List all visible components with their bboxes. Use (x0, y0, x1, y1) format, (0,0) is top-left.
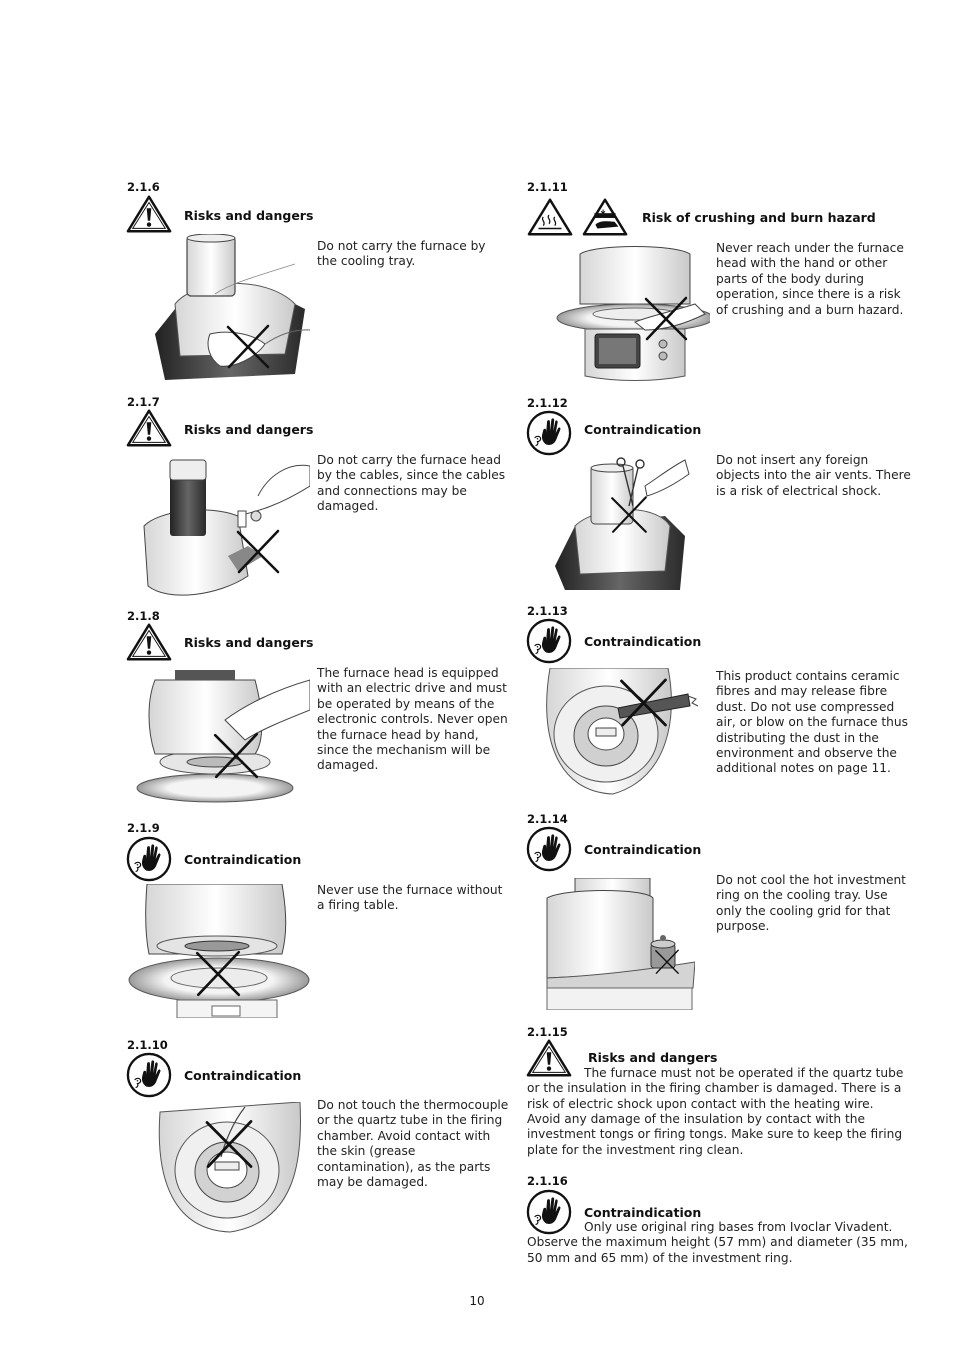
stop-hand-icon (526, 410, 572, 456)
section-heading: Risks and dangers (184, 208, 314, 223)
section-text: Do not carry the furnace head by the cables, since the cables and connections may be damaged. (317, 453, 506, 514)
stop-hand-icon (526, 826, 572, 872)
warning-icon (126, 622, 172, 662)
section-text: Do not touch the thermocouple or the quartz tube in the firing chamber. Avoid contact with the skin (grease contamination), as the parts may be damaged. (317, 1098, 509, 1190)
furnace-without-firing-table-figure (127, 884, 310, 1018)
section-text-continued: Avoid any damage of the insulation by contact with the investment tongs or firing tongs. Make sure to keep the firing plate for the investment ring clean. (527, 1112, 903, 1157)
section-text: Do not insert any foreign objects into the air vents. There is a risk of electrical shock. (716, 453, 911, 498)
section-number: 2.1.6 (127, 180, 160, 194)
section-heading: Contraindication (584, 634, 702, 649)
section-number: 2.1.15 (527, 1025, 568, 1039)
section-number: 2.1.14 (527, 812, 568, 826)
section-number: 2.1.8 (127, 609, 160, 623)
section-text: The furnace must not be operated if the quartz tube or the insulation in the firing chamber is damaged. There is a risk of electric shock upon contact with the heating wire. (527, 1066, 904, 1111)
scissors-in-air-vents-figure (555, 456, 690, 590)
section-heading: Contraindication (584, 422, 702, 437)
page-number: 10 (469, 1294, 485, 1308)
section-heading: Contraindication (184, 1068, 302, 1083)
section-number: 2.1.12 (527, 396, 568, 410)
section-text: This product contains ceramic fibres and may release fibre dust. Do not use compressed air, or blow on the furnace thus distributing the dust in the environment and observe the additional notes on page 11. (716, 669, 908, 776)
furnace-head-carried-by-cables-figure (138, 456, 310, 602)
section-text: Never reach under the furnace head with the hand or other parts of the body during operation, since there is a risk of crushing and a burn hazard. (716, 241, 904, 317)
section-number: 2.1.13 (527, 604, 568, 618)
section-number: 2.1.9 (127, 821, 160, 835)
furnace-head-opened-by-hand-figure (135, 670, 310, 806)
section-number: 2.1.16 (527, 1174, 568, 1188)
section-heading: Risks and dangers (184, 422, 314, 437)
warning-icon (126, 408, 172, 448)
stop-hand-icon (126, 836, 172, 882)
section-text: The furnace head is equipped with an electric drive and must be operated by means of the electronic controls. Never open the furnace head by hand, since the mechanism will be damaged. (317, 666, 508, 773)
section-heading: Risks and dangers (184, 635, 314, 650)
warning-icon (126, 194, 172, 234)
section-text: Only use original ring bases from Ivoclar Vivadent. Observe the maximum height (57 mm) and diameter (35 mm, 50 mm and 65 mm) of the investment ring. (527, 1220, 908, 1265)
furnace-carried-by-cooling-tray-figure (155, 234, 310, 380)
section-text: Do not carry the furnace by the cooling tray. (317, 239, 486, 269)
section-heading: Contraindication (584, 1205, 702, 1220)
stop-hand-icon (526, 618, 572, 664)
section-text: Do not cool the hot investment ring on the cooling tray. Use only the cooling grid for that purpose. (716, 873, 906, 934)
hand-under-furnace-head-figure (555, 244, 710, 382)
crushing-hand-warning-icon (582, 196, 628, 238)
section-heading: Risk of crushing and burn hazard (642, 210, 876, 225)
ring-on-cooling-tray-figure (545, 878, 695, 1010)
hot-surface-warning-icon (527, 196, 573, 238)
section-text: Never use the furnace without a firing table. (317, 883, 503, 913)
section-number: 2.1.10 (127, 1038, 168, 1052)
section-number: 2.1.7 (127, 395, 160, 409)
stop-hand-icon (126, 1052, 172, 1098)
section-heading: Contraindication (184, 852, 302, 867)
section-heading: Risks and dangers (588, 1050, 718, 1065)
section-number: 2.1.11 (527, 180, 568, 194)
compressed-air-on-chamber-figure (538, 668, 703, 796)
touching-firing-chamber-figure (155, 1102, 305, 1234)
section-heading: Contraindication (584, 842, 702, 857)
